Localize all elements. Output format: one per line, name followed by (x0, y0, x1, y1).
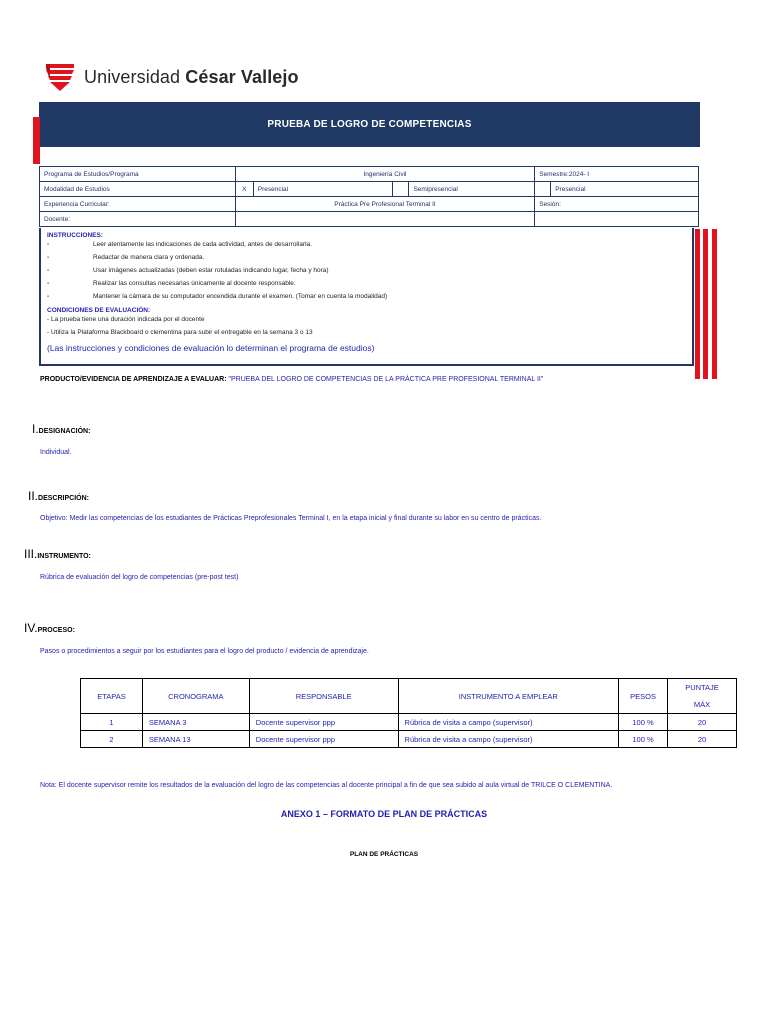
header-cell: PUNTAJE MÁX (668, 679, 737, 714)
section-3-text: Rúbrica de evaluación del logro de competencias (pre-post test) (40, 574, 239, 581)
section-3-heading: III.INSTRUMENTO: (24, 547, 91, 561)
table-cell: Docente supervisor ppp (249, 714, 398, 731)
plan-title: PLAN DE PRÁCTICAS (349, 851, 419, 858)
instruction-item: - Realizar las consultas necesarias únicamente al docente responsable. (47, 280, 296, 287)
table-row (81, 731, 737, 748)
session-label: Sesión: (535, 197, 699, 212)
product-value: "PRUEBA DEL LOGRO DE COMPETENCIAS DE LA PRÁCTICA PRE PROFESIONAL TERMINAL II" (228, 376, 544, 383)
table-cell: 20 (668, 731, 737, 748)
university-name: Universidad César Vallejo (84, 66, 299, 87)
section-1-text: Individual. (40, 449, 72, 456)
table-cell: 1 (81, 714, 143, 731)
product-line (40, 376, 543, 383)
program-label: Programa de Estudios/Programa (40, 167, 236, 182)
teacher-value (235, 212, 534, 227)
condition-item: - Utiliza la Plataforma Blackboard o clementina para subir el entregable en la semana 3 o 13 (47, 329, 313, 336)
product-label: PRODUCTO/EVIDENCIA DE APRENDIZAJE A EVALUAR: (40, 376, 229, 383)
modality-mark: X (235, 182, 253, 197)
instruction-item: - Mantener la cámara de su computador encendida durante el examen. (Tomar en cuenta la modalidad) (47, 293, 388, 300)
instruction-item: - Leer atentamente las indicaciones de cada actividad, antes de desarrollarla. (47, 241, 312, 248)
header-cell: PESOS (619, 679, 668, 714)
modality-box-2 (393, 182, 409, 197)
instructions-box (39, 228, 694, 366)
table-cell: 100 % (619, 714, 668, 731)
section-4-text: Pasos o procedimientos a seguir por los estudiantes para el logro del producto / evidencia de aprendizaje. (40, 648, 369, 655)
banner-title: PRUEBA DE LOGRO DE COMPETENCIAS (267, 119, 472, 130)
title-banner (39, 102, 700, 147)
annex-title: ANEXO 1 – FORMATO DE PLAN DE PRÁCTICAS (280, 809, 488, 819)
table-cell: Docente supervisor ppp (249, 731, 398, 748)
ucv-shield-icon (44, 62, 76, 92)
right-red-bar-2 (703, 229, 708, 379)
instructions-title: INSTRUCCIONES: (47, 232, 103, 239)
program-value: Ingeniería Civil (235, 167, 534, 182)
teacher-label: Docente: (40, 212, 236, 227)
supervisor-note: Nota: El docente supervisor remite los resultados de la evaluación del logro de las competencias al docente principal a fin de que sea subido al aula virtual de TRILCE O CLEMENTINA. (40, 782, 613, 789)
table-cell: Rúbrica de visita a campo (supervisor) (398, 731, 619, 748)
table-cell: 20 (668, 714, 737, 731)
modality-option-1: Presencial (253, 182, 393, 197)
section-1-heading: I.DESIGNACIÓN: (32, 422, 91, 436)
table-cell: 100 % (619, 731, 668, 748)
table-cell: SEMANA 3 (142, 714, 249, 731)
table-cell: SEMANA 13 (142, 731, 249, 748)
instructions-note: (Las instrucciones y condiciones de evaluación lo determinan el programa de estudios) (47, 343, 375, 353)
table-cell: 2 (81, 731, 143, 748)
table-row (81, 714, 737, 731)
condition-item: - La prueba tiene una duración indicada por el docente (47, 316, 205, 323)
section-2-heading: II.DESCRIPCIÓN: (28, 489, 89, 503)
right-red-bar-3 (712, 229, 717, 379)
header-cell: ETAPAS (81, 679, 143, 714)
modality-label: Modalidad de Estudios (40, 182, 236, 197)
course-info-table (39, 166, 699, 227)
conditions-title: CONDICIONES DE EVALUACIÓN: (47, 307, 151, 314)
table-cell: Rúbrica de visita a campo (supervisor) (398, 714, 619, 731)
process-table (80, 678, 737, 748)
teacher-extra (535, 212, 699, 227)
curricular-value: Práctica Pre Profesional Terminal II (235, 197, 534, 212)
instruction-item: - Redactar de manera clara y ordenada. (47, 254, 205, 261)
instruction-item: - Usar imágenes actualizadas (deben estar rotuladas indicando lugar, fecha y hora) (47, 267, 329, 274)
header-cell: INSTRUMENTO A EMPLEAR (398, 679, 619, 714)
curricular-label: Experiencia Curricular: (40, 197, 236, 212)
modality-option-2: Semipresencial (409, 182, 535, 197)
table-header-row (81, 679, 737, 714)
right-red-bar-1 (695, 229, 700, 379)
section-2-text: Objetivo: Medir las competencias de los estudiantes de Prácticas Preprofesionales Terminal I, en la etapa inicial y final durante su labor en su centro de prácticas. (40, 515, 542, 522)
semester-value: Semestre:2024- I (535, 167, 699, 182)
university-logo (44, 62, 299, 92)
header-cell: RESPONSABLE (249, 679, 398, 714)
left-red-bar (33, 117, 40, 164)
section-4-heading: IV.PROCESO: (24, 621, 75, 635)
modality-box-3 (535, 182, 551, 197)
header-cell: CRONOGRAMA (142, 679, 249, 714)
modality-option-3: Presencial (551, 182, 699, 197)
